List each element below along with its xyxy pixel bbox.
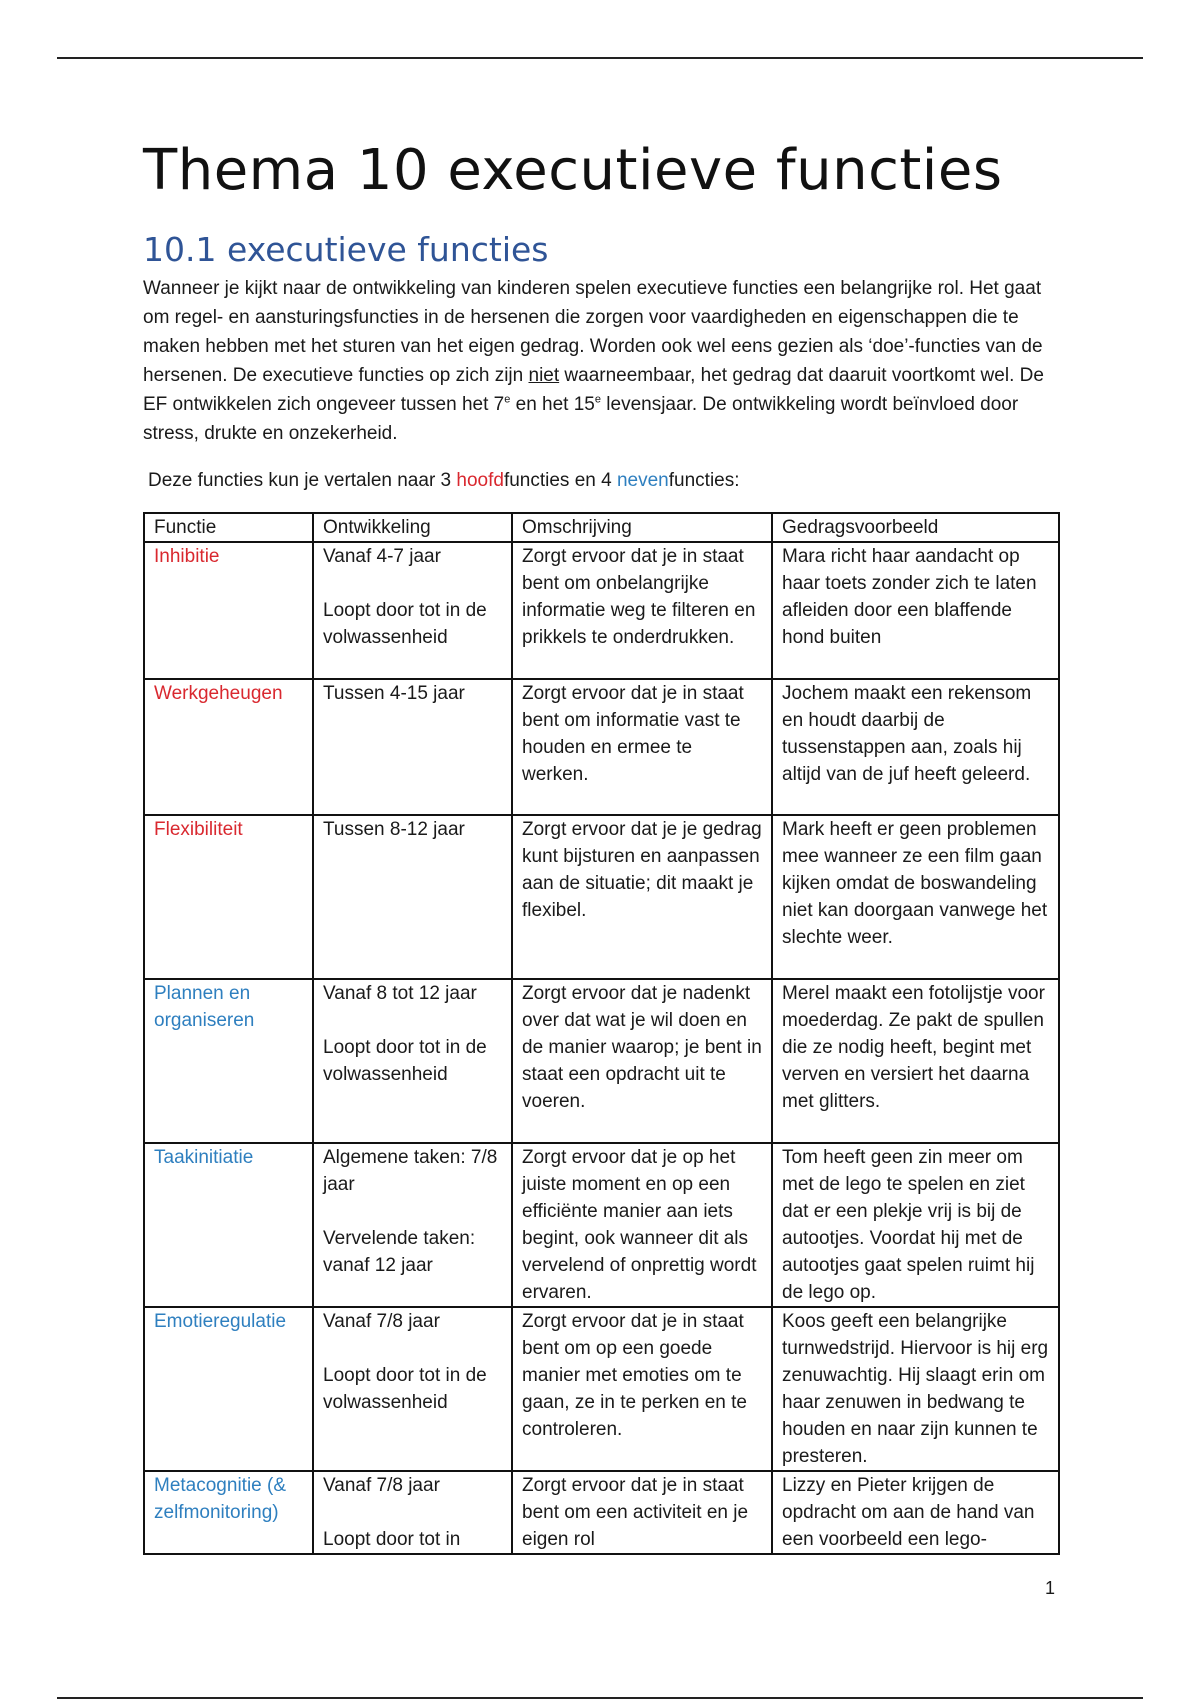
cell-ontwikkeling: Tussen 4-15 jaar bbox=[313, 679, 512, 815]
cell-omschrijving: Zorgt ervoor dat je nadenkt over dat wat je wil doen en de manier waarop; je bent in staat een opdracht uit te voeren. bbox=[512, 979, 772, 1143]
cell-voorbeeld: Mark heeft er geen problemen mee wanneer ze een film gaan kijken omdat de boswandeling niet kan doorgaan vanwege het slechte weer. bbox=[772, 815, 1059, 979]
header-functie: Functie bbox=[144, 513, 313, 542]
table-row bbox=[144, 979, 1059, 1143]
cell-voorbeeld: Koos geeft een belangrijke turnwedstrijd. Hiervoor is hij erg zenuwachtig. Hij slaagt erin om haar zenuwen in bedwang te houden en naar zijn kunnen te presteren. bbox=[772, 1307, 1059, 1471]
lead-sentence bbox=[148, 466, 740, 495]
header-ontwikkeling: Ontwikkeling bbox=[313, 513, 512, 542]
cell-omschrijving: Zorgt ervoor dat je in staat bent om een activiteit en je eigen rol bbox=[512, 1471, 772, 1554]
cell-voorbeeld: Mara richt haar aandacht op haar toets zonder zich te laten afleiden door een blaffende hond buiten bbox=[772, 542, 1059, 679]
page-number: 1 bbox=[1045, 1578, 1056, 1598]
footer-rule bbox=[57, 1697, 1143, 1699]
cell-functie: Metacognitie (& zelfmonitoring) bbox=[144, 1471, 313, 1554]
header-omschrijving: Omschrijving bbox=[512, 513, 772, 542]
cell-omschrijving: Zorgt ervoor dat je in staat bent om onbelangrijke informatie weg te filteren en prikkels te onderdrukken. bbox=[512, 542, 772, 679]
cell-functie: Emotieregulatie bbox=[144, 1307, 313, 1471]
intro-paragraph bbox=[143, 274, 1063, 448]
intro-underlined-word: niet bbox=[528, 365, 560, 386]
table-row bbox=[144, 1471, 1059, 1554]
lead-hoofd: hoofd bbox=[456, 470, 504, 491]
functions-table bbox=[143, 512, 1060, 1555]
section-heading: 10.1 executieve functies bbox=[143, 230, 549, 269]
cell-functie: Taakinitiatie bbox=[144, 1143, 313, 1307]
cell-functie: Plannen en organiseren bbox=[144, 979, 313, 1143]
header-gedragsvoorbeeld: Gedragsvoorbeeld bbox=[772, 513, 1059, 542]
cell-omschrijving: Zorgt ervoor dat je in staat bent om op een goede manier met emoties om te gaan, ze in te perken en te controleren. bbox=[512, 1307, 772, 1471]
table-row bbox=[144, 815, 1059, 979]
cell-ontwikkeling: Algemene taken: 7/8 jaar Vervelende taken: vanaf 12 jaar bbox=[313, 1143, 512, 1307]
cell-voorbeeld: Jochem maakt een rekensom en houdt daarbij de tussenstappen aan, zoals hij altijd van de juf heeft geleerd. bbox=[772, 679, 1059, 815]
cell-omschrijving: Zorgt ervoor dat je op het juiste moment en op een efficiënte manier aan iets begint, ook wanneer dit als vervelend of onprettig wordt ervaren. bbox=[512, 1143, 772, 1307]
intro-text-1: Wanneer je kijkt naar de ontwikkeling van kinderen spelen executieve functies een belangrijke rol. Het gaat om regel- en aansturingsfuncties in de hersenen die zorgen voor vaardigheden en eigenschappen die te maken hebben met het sturen van het eigen gedrag. Worden ook wel eens gezien als ‘doe’-functies van de hersenen. De executieve functies op zich zijn bbox=[143, 278, 1043, 386]
lead-neven: neven bbox=[616, 470, 669, 491]
cell-voorbeeld: Tom heeft geen zin meer om met de lego te spelen en ziet dat er een plekje vrij is bij de autootjes. Voordat hij met de autootjes gaat spelen ruimt hij de lego op. bbox=[772, 1143, 1059, 1307]
superscript-2: e bbox=[594, 393, 601, 406]
cell-ontwikkeling: Vanaf 7/8 jaar Loopt door tot in bbox=[313, 1471, 512, 1554]
cell-omschrijving: Zorgt ervoor dat je in staat bent om informatie vast te houden en ermee te werken. bbox=[512, 679, 772, 815]
header-rule bbox=[57, 57, 1143, 59]
cell-ontwikkeling: Vanaf 4-7 jaar Loopt door tot in de volwassenheid bbox=[313, 542, 512, 679]
superscript-1: e bbox=[504, 393, 511, 406]
table-row bbox=[144, 1307, 1059, 1471]
intro-text-2: waarneembaar, het gedrag dat daaruit voortkomt wel. De EF ontwikkelen zich ongeveer tussen het 7 bbox=[143, 365, 1044, 415]
page-title: Thema 10 executieve functies bbox=[143, 138, 1003, 203]
table-row bbox=[144, 542, 1059, 679]
lead-text-3: functies: bbox=[668, 470, 740, 491]
cell-functie: Inhibitie bbox=[144, 542, 313, 679]
cell-functie: Werkgeheugen bbox=[144, 679, 313, 815]
intro-text-3: en het 15 bbox=[515, 394, 595, 415]
cell-ontwikkeling: Vanaf 8 tot 12 jaar Loopt door tot in de volwassenheid bbox=[313, 979, 512, 1143]
cell-functie: Flexibiliteit bbox=[144, 815, 313, 979]
cell-voorbeeld: Merel maakt een fotolijstje voor moederdag. Ze pakt de spullen die ze nodig heeft, begint met verven en versiert het daarna met glitters. bbox=[772, 979, 1059, 1143]
table-row bbox=[144, 1143, 1059, 1307]
lead-text-1: Deze functies kun je vertalen naar 3 bbox=[148, 470, 457, 491]
cell-voorbeeld: Lizzy en Pieter krijgen de opdracht om aan de hand van een voorbeeld een lego- bbox=[772, 1471, 1059, 1554]
table-row bbox=[144, 679, 1059, 815]
table-header-row bbox=[144, 513, 1059, 542]
cell-ontwikkeling: Tussen 8-12 jaar bbox=[313, 815, 512, 979]
cell-omschrijving: Zorgt ervoor dat je je gedrag kunt bijsturen en aanpassen aan de situatie; dit maakt je flexibel. bbox=[512, 815, 772, 979]
cell-ontwikkeling: Vanaf 7/8 jaar Loopt door tot in de volwassenheid bbox=[313, 1307, 512, 1471]
lead-text-2: functies en 4 bbox=[503, 470, 617, 491]
intro-text-4: levensjaar. De ontwikkeling wordt beïnvloed door stress, drukte en onzekerheid. bbox=[143, 394, 1019, 444]
